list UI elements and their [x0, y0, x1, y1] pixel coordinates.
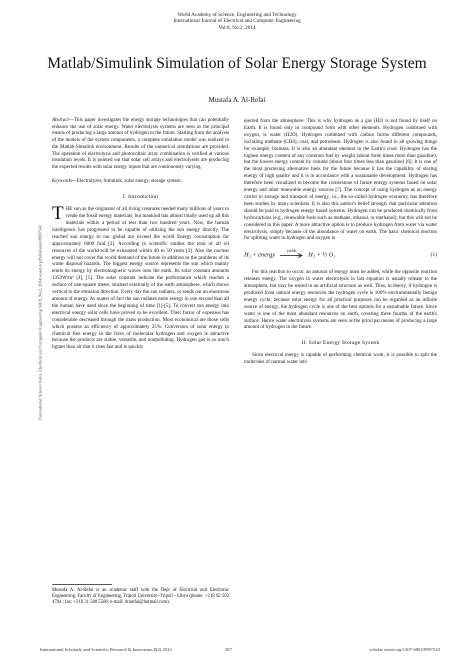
- side-margin-text: International Science Index, Electrical and Computer Engineering Vol:8, No:2, 2014 waset.org/Publication/9997543: [37, 225, 43, 420]
- journal-header-line2: International Journal of Electrical and Computer Engineering: [173, 18, 301, 25]
- keywords-text: —Electrolyzer, Simulink, solar energy, storage system.: [71, 178, 182, 184]
- keywords: [52, 179, 229, 186]
- introduction-paragraph: [52, 203, 229, 351]
- section-heading-introduction: I. Introduction: [122, 194, 159, 201]
- introduction-text: HE sun as the originator of all living creatures needed many millions of years to create the fossil energy materials, but mankind has almost totally used up all this materials within a period of less than two hundred years. Now, the human intelligence has progressed to be capable of utilizing the sun energy directly. The reached sun energy to our global are exceed the world Energy consumption for approximately 6000 fold [2]. According to scientific studies the total of all oil resources of the world will be exhausted within 40 to 50 years [3]. Also the nuclear energy will not cover the world demand of the future in addition to the problems of its waste disposal hazards. The biggest energy source represents the sun which mainly emits its energy by electromagnetic waves onto the earth. Its solar constant amounts 1353W/m² [4], [5]. The solar constant indicate the performance which reaches a surface of one-square meter, situated externally of the earth atmosphere, which shows vertical to the emission direction. Every day the sun radiates, or sends out an enormous amount of energy. As matter of fact the sun radiates more energy in one second than all the human have used since the beginning of time [1]-[5]. To convert sun energy into electrical energy solar cells have proved to be excellent. Their factor of expenses has considerable decreased through the mass production. Most economical are those cells which possess an efficiency of approximately 25%. Conversion of solar energy to chemical free energy in the form of molecular hydrogen and oxygen is attractive because the products are stable, versatile, and nonpolluting. Hydrogen gas is so much lighter than air that it rises fast and is quickly: [52, 206, 229, 351]
- journal-header: [0, 12, 474, 31]
- footnote-rule: [52, 584, 112, 585]
- abstract-text: —This paper investigates the energy storage technologies that can potentially enhance the use of solar energy. Water electrolysis systems are seen as the principal means of producing a large amount of hydrogen in the future. Starting from the analysis of the models of the system components, a complete simulation model was realized in the Matlab-Simulink environment. Results of the numerical simulations are provided. The operation of electrolysis and photovoltaic array combination is verified at various insulation levels. It is pointed out that solar cell arrays and electrolysers are producing the expected results with solar energy inputs that are continuously varying.: [52, 118, 229, 170]
- equation-number: (1): [430, 251, 437, 258]
- yields-arrow: [280, 249, 304, 261]
- arrow-icon: [280, 253, 304, 258]
- footer-right: scholar.waset.org/1307-6892/9997543: [369, 647, 440, 652]
- equation-lhs: H₂ + energy: [244, 251, 276, 259]
- left-column: [52, 118, 229, 351]
- journal-header-line1: World Academy of Science, Engineering and Technology: [177, 12, 297, 18]
- footer-left: International Scholarly and Scientific Research & Innovation 8(2) 2014: [40, 647, 172, 652]
- right-column: [244, 118, 437, 366]
- yields-label: yields: [286, 248, 297, 254]
- paper-title: Matlab/Simulink Simulation of Solar Energy Storage System: [47, 55, 427, 72]
- drop-cap: T: [52, 203, 64, 225]
- paper-author: Mustafa A. Al-Refai: [208, 96, 266, 104]
- abstract: [52, 118, 229, 172]
- journal-header-line3: Vol:8, No:2, 2014: [218, 24, 256, 31]
- right-paragraph-1: ejected from the atmosphere. This is why hydrogen as a gas (H2) is not found by itself on Earth. It is found only in compound form with other elements. Hydrogen combined with oxygen, is water (H2O). Hydrogen combined with carbon forms different compounds, including methane (CH4), coal, and petroleum. Hydrogen is also found in all growing things for example, biomass. It is also an abundant element in the Earth's crust. Hydrogen has the highest energy content of any common fuel by weight (about three times more than gasoline), but the lowest energy content by volume (about four times less than gasoline) [6]. It is one of the most promising alternative fuels for the future because it has the capability of storing energy of high quality and it is in accordance with a sustainable development. Hydrogen has therefore been visualized to become the cornerstone of future energy systems based on solar energy and other renewable energy sources [7]. The concept of using hydrogen as an energy carrier in storage and transport of energy, i.e., the so-called hydrogen economy, has therefore been studies by many scientists. It is also this author's belief strongly that particular attention should be paid to hydrogen energy based systems. Hydrogen can be produced chemically from hydrocarbons (e.g., renewable fuels such as methane, ethanol, or methanol), but this will not be considered in this paper. A more attractive option is to produce hydrogen from water via water electrolysis, simply because of the abundance of water on earth. The basic chemical reaction for splitting water in hydrogen and oxygen is: [244, 118, 437, 242]
- abstract-label: Abstract: [52, 118, 69, 123]
- page-number: 297: [225, 647, 232, 652]
- right-paragraph-2: For this reaction to occur, an amount of energy must be added, while the opposite reaction releases energy. The oxygen in water electrolysis in last equation is usually release to the atmosphere, but may be stored in an artificial structure as well. Thus, in theory, if hydrogen is produced from natural energy resources the hydrogen cycle is 100% environmentally benign energy cycle, because solar energy for all practical purposes can be regarded as an infinite source of energy, the hydrogen cycle is one of the best options for a sustainable future. Since water is one of the most abundant resources on earth, covering three fourths of the earth's surface. Hence water electrolysis systems are seen as the principal means of producing a large amount of hydrogen in the future.: [244, 269, 437, 331]
- equation-rhs: H₂ + ½ O₂: [308, 251, 336, 259]
- author-footnote: Mustafa A. Al-Refai is an academic staff with the Dept of Electrical and Electronic Engineering, Faculty of Engineering, Tripoli University- Tripoli - Libya (phone: +218 92 502 4704 ; fax: +218 21 580 5506; e-mail: drarefai@hotmail.com).: [52, 588, 229, 605]
- keywords-label: Keywords: [52, 178, 72, 184]
- section-heading-storage: II. Solar Energy Storage System: [301, 340, 380, 347]
- equation-1: [244, 249, 437, 261]
- equation-body: [244, 249, 335, 261]
- right-paragraph-3: Since electrical energy is capable of performing chemical work, it is possible to split the molecules of normal water into: [244, 352, 437, 366]
